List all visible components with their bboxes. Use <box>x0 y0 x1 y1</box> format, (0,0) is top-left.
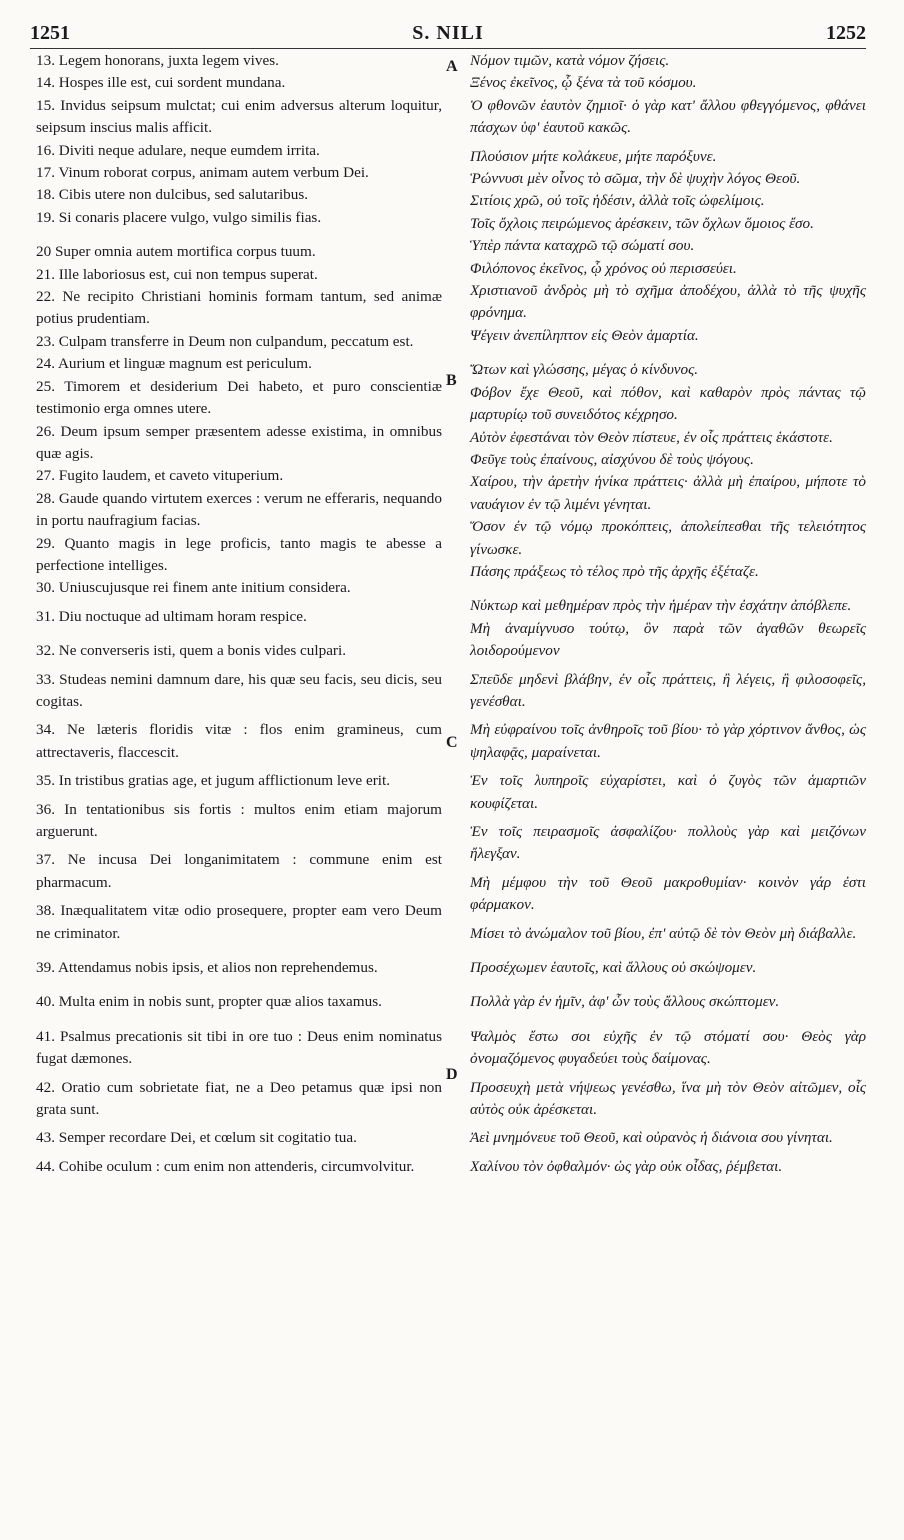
latin-entry: 27. Fugito laudem, et caveto vituperium. <box>36 467 284 485</box>
greek-entry: Μὴ ἀναμίγνυσο τούτῳ, ὃν παρὰ τῶν ἀγαθῶν θεωρεῖς λοιδορούμενον <box>470 619 866 660</box>
greek-entry: Μὴ εὐφραίνου τοῖς ἀνθηροῖς τοῦ βίου· τὸ γὰρ χόρτινον ἄνθος, ὡς ψηλαφᾷς, μαραίνεται. <box>470 721 866 761</box>
greek-entry: Ῥώννυσι μὲν οἶνος τὸ σῶμα, τὴν δὲ ψυχὴν λόγος Θεοῦ. <box>470 170 801 188</box>
greek-entry: Αὐτὸν ἐφεστάναι τὸν Θεὸν πίστευε, ἐν οἷς πράττεις ἑκάστοτε. <box>470 428 833 446</box>
latin-entry: 44. Cohibe oculum : cum enim non attenderis, circumvolvitur. <box>36 1157 415 1175</box>
latin-entry: 29. Quanto magis in lege proficis, tanto magis te abesse a perfectione intelliges. <box>36 534 442 574</box>
latin-entry: 36. In tentationibus sis fortis : multos enim etiam majorum arguerunt. <box>36 800 442 840</box>
latin-entry: 15. Invidus seipsum mulctat; cui enim adversus alterum loquitur, seipsum inscius malis afficit. <box>36 96 442 137</box>
latin-entry: 34. Ne læteris floridis vitæ : flos enim gramineus, cum attrectaveris, flaccescit. <box>36 721 442 761</box>
left-column-number: 1251 <box>30 22 70 44</box>
greek-entry: Ἐν τοῖς λυπηροῖς εὐχαρίστει, καὶ ὁ ζυγὸς τῶν ἁμαρτιῶν κουφίζεται. <box>470 772 866 812</box>
greek-entry: Ἀεὶ μνημόνευε τοῦ Θεοῦ, καὶ οὐρανὸς ἡ διάνοια σου γίνηται. <box>470 1129 833 1147</box>
greek-entry: Ξένος ἐκεῖνος, ᾧ ξένα τὰ τοῦ κόσμου. <box>470 74 697 92</box>
greek-entry: Φεῦγε τοὺς ἐπαίνους, αἰσχύνου δὲ τοὺς ψόγους. <box>470 450 754 468</box>
greek-entry: Προσευχὴ μετὰ νήψεως γενέσθω, ἵνα μὴ τὸν Θεὸν αἰτῶμεν, οἷς αὐτὸς οὐκ ἀρέσκεται. <box>470 1078 866 1119</box>
greek-entry: Πολλὰ γὰρ ἐν ἡμῖν, ἀφ' ὧν τοὺς ἄλλους σκώπτομεν. <box>470 993 780 1011</box>
running-title: S. NILI <box>412 22 484 44</box>
latin-entry: 26. Deum ipsum semper præsentem adesse existima, in omnibus quæ agis. <box>36 422 442 462</box>
latin-entry: 16. Diviti neque adulare, neque eumdem irrita. <box>36 141 320 159</box>
right-column-number: 1252 <box>826 22 866 44</box>
latin-entry: 38. Inæqualitatem vitæ odio prosequere, propter eam vero Deum ne criminator. <box>36 902 442 942</box>
latin-entry: 13. Legem honorans, juxta legem vives. <box>36 52 279 69</box>
latin-entry: 28. Gaude quando virtutem exerces : verum ne efferaris, nequando in portu naufragium facias. <box>36 489 442 530</box>
greek-entry: Σπεῦδε μηδενὶ βλάβην, ἐν οἷς πράττεις, ἢ λέγεις, ἢ φιλοσοφεῖς, γενέσθαι. <box>470 670 866 710</box>
latin-entry: 14. Hospes ille est, cui sordent mundana. <box>36 74 286 92</box>
latin-entry: 32. Ne converseris isti, quem a bonis vides culpari. <box>36 642 347 660</box>
latin-entry: 25. Timorem et desiderium Dei habeto, et puro conscientiæ testimonio erga omnes utere. <box>36 377 442 418</box>
greek-entry: Χριστιανοῦ ἀνδρὸς μὴ τὸ σχῆμα ἀποδέχου, ἀλλὰ τὸ τῆς ψυχῆς φρόνημα. <box>470 282 866 322</box>
latin-entry: 31. Diu noctuque ad ultimam horam respice. <box>36 607 307 625</box>
greek-entry: Πλούσιον μήτε κολάκευε, μήτε παρόξυνε. <box>470 147 717 165</box>
margin-letter-b: B <box>446 372 457 389</box>
greek-entry: Ὁ φθονῶν ἑαυτὸν ζημιοῖ· ὁ γὰρ κατ' ἄλλου φθεγγόμενος, φθάνει πάσχων ὑφ' ἑαυτοῦ κακῶς. <box>470 96 866 137</box>
latin-entry: 39. Attendamus nobis ipsis, et alios non reprehendemus. <box>36 959 378 977</box>
greek-entry: Ὤτων καὶ γλώσσης, μέγας ὁ κίνδυνος. <box>470 361 699 379</box>
header-rule <box>30 48 866 49</box>
page-header <box>30 22 866 50</box>
latin-entry: 30. Uniuscujusque rei finem ante initium considera. <box>36 579 351 597</box>
latin-entry: 35. In tristibus gratias age, et jugum afflictionum leve erit. <box>36 772 391 790</box>
margin-letter-c: C <box>446 734 458 751</box>
latin-entry: 17. Vinum roborat corpus, animam autem verbum Dei. <box>36 164 369 182</box>
latin-entry: 21. Ille laboriosus est, cui non tempus superat. <box>36 265 318 283</box>
greek-entry: Ἐν τοῖς πειρασμοῖς ἀσφαλίζου· πολλοὺς γὰρ καὶ μειζόνων ἤλεγξαν. <box>470 823 866 863</box>
latin-entry: 22. Ne recipito Christiani hominis formam tantum, sed animæ potius prudentiam. <box>36 288 442 328</box>
greek-entry: Προσέχωμεν ἑαυτοῖς, καὶ ἄλλους οὐ σκώψομεν. <box>470 959 757 977</box>
greek-entry: Πάσης πράξεως τὸ τέλος πρὸ τῆς ἀρχῆς ἐξέταζε. <box>470 562 759 580</box>
latin-entry: 24. Aurium et linguæ magnum est periculum. <box>36 355 312 373</box>
greek-entry: Φιλόπονος ἐκεῖνος, ᾧ χρόνος οὐ περισσεύει. <box>470 259 737 277</box>
latin-entry: 40. Multa enim in nobis sunt, propter quæ alios taxamus. <box>36 993 382 1011</box>
greek-entry: Νόμον τιμῶν, κατὰ νόμον ζήσεις. <box>470 52 670 69</box>
latin-entry: 42. Oratio cum sobrietate fiat, ne a Deo petamus quæ ipsi non grata sunt. <box>36 1078 442 1119</box>
latin-entry: 23. Culpam transferre in Deum non culpandum, peccatum est. <box>36 332 414 350</box>
latin-entry: 43. Semper recordare Dei, et cœlum sit cogitatio tua. <box>36 1129 357 1147</box>
latin-entry: 33. Studeas nemini damnum dare, his quæ seu facis, seu dicis, seu cogitas. <box>36 670 442 710</box>
latin-entry: 41. Psalmus precationis sit tibi in ore tuo : Deus enim nominatus fugat dæmones. <box>36 1027 442 1068</box>
margin-letter-a: A <box>446 58 458 75</box>
greek-entry: Ὑπὲρ πάντα καταχρῶ τῷ σώματί σου. <box>470 237 695 255</box>
greek-entry: Τοῖς ὄχλοις πειρώμενος ἀρέσκειν, τῶν ὄχλων ὅμοιος ἔσο. <box>470 214 814 232</box>
greek-entry: Νύκτωρ καὶ μεθημέραν πρὸς τὴν ἡμέραν τὴν ἐσχάτην ἀπόβλεπε. <box>470 597 852 615</box>
greek-entry: Μίσει τὸ ἀνώμαλον τοῦ βίου, ἐπ' αὐτῷ δὲ τὸν Θεὸν μὴ διάβαλλε. <box>470 924 857 942</box>
greek-column <box>470 50 866 1178</box>
greek-entry: Χαίρου, τὴν ἀρετὴν ἡνίκα πράττεις· ἀλλὰ μὴ ἐπαίρου, μήποτε τὸ ναυάγιον ἐν τῷ λιμένι γένηται. <box>470 473 866 513</box>
greek-entry: Χαλίνου τὸν ὀφθαλμόν· ὡς γὰρ οὐκ οἶδας, ῥέμβεται. <box>470 1157 783 1175</box>
greek-entry: Φόβον ἔχε Θεοῦ, καὶ πόθον, καὶ καθαρὸν πρὸς πάντας τῷ μαρτυρίῳ τοῦ συνειδότος κέχρησο. <box>470 383 866 424</box>
greek-entry: Ψαλμὸς ἔστω σοι εὐχῆς ἐν τῷ στόματί σου· Θεὸς γὰρ ὀνομαζόμενος φυγαδεύει τοὺς δαίμονας. <box>470 1027 866 1068</box>
greek-entry: Ψέγειν ἀνεπίληπτον εἰς Θεὸν ἁμαρτία. <box>470 326 699 344</box>
latin-column <box>36 50 442 1178</box>
margin-letter-d: D <box>446 1066 458 1083</box>
greek-entry: Ὅσον ἐν τῷ νόμῳ προκόπτεις, ἀπολείπεσθαι τῆς τελειότητος γίνωσκε. <box>470 518 866 558</box>
greek-entry: Μὴ μέμφου τὴν τοῦ Θεοῦ μακροθυμίαν· κοινὸν γάρ ἐστι φάρμακον. <box>470 873 866 914</box>
latin-entry: 20 Super omnia autem mortifica corpus tuum. <box>36 243 316 261</box>
latin-entry: 18. Cibis utere non dulcibus, sed salutaribus. <box>36 186 309 204</box>
latin-entry: 19. Si conaris placere vulgo, vulgo similis fias. <box>36 208 322 226</box>
greek-entry: Σιτίοις χρῶ, οὐ τοῖς ἡδέσιν, ἀλλὰ τοῖς ὠφελίμοις. <box>470 192 765 210</box>
latin-entry: 37. Ne incusa Dei longanimitatem : commune enim est pharmacum. <box>36 851 442 891</box>
